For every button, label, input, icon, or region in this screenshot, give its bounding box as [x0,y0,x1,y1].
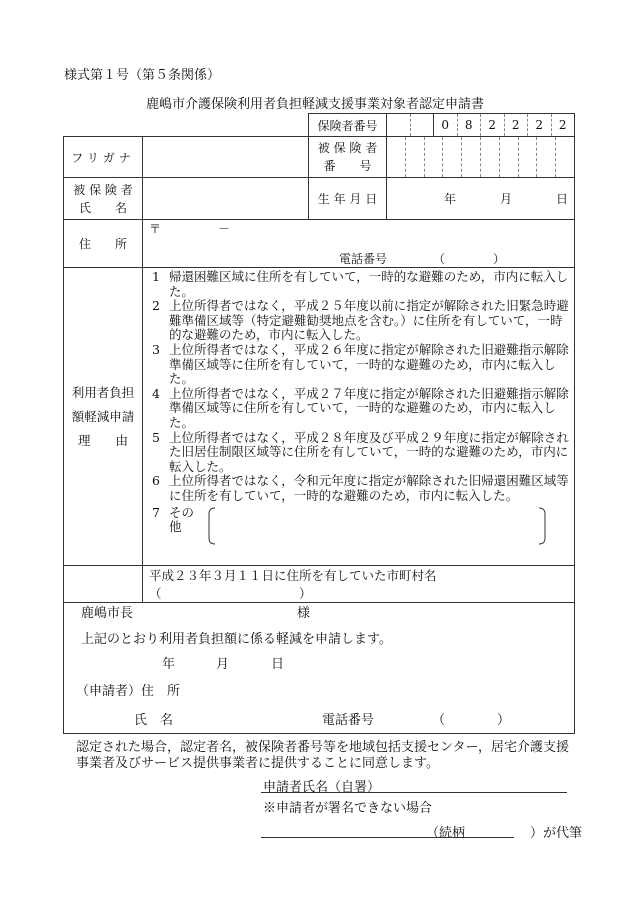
form-title: 鹿嶋市介護保険利用者負担軽減支援事業対象者認定申請書 [145,97,484,112]
applicant-phone-paren: （ ） [432,713,511,728]
address-field[interactable] [143,220,575,268]
postal-dash: － [218,222,231,236]
proxy-signature-line[interactable] [261,837,427,838]
proxy-relation: （続柄 ）が代筆 [426,826,583,841]
furigana-field[interactable] [143,137,309,178]
applicant-name-label: 氏 名 [134,713,174,728]
municipality-label: 平成２３年３月１１日に住所を有していた市町村名（ ） [149,568,437,601]
date-month: 月 [216,657,230,672]
reason-item-other[interactable]: 7 その他 [143,506,574,546]
date-year: 年 [162,657,176,672]
insured-name-label: 被 保 険 者 [73,182,133,197]
reason-item[interactable]: 1 帰還困難区域に住所を有していて，一時的な避難のため，市内に転入した。 [152,269,569,299]
addressee-suffix: 様 [297,606,311,621]
address-phone-paren: （ ） [433,252,506,266]
address-label: 住 所 [64,220,143,268]
insured-number-digits[interactable] [387,137,574,177]
applicant-phone-label: 電話番号 [322,713,375,728]
signature-label: 申請者氏名（自署） [263,780,381,795]
request-sentence: 上記のとおり利用者負担額に係る軽減を申請します。 [81,632,392,647]
signature-line[interactable] [261,792,567,793]
postal-mark: 〒 [149,222,162,236]
reason-list [143,270,574,546]
application-box [63,599,575,734]
insured-number-label: 被 保 険 者 [317,141,378,155]
birthdate-label: 生 年 月 日 [309,178,387,220]
reason-item[interactable]: 4 上位所得者ではなく，平成２７年度に指定が解除された旧避難指示解除準備区域等に住所を有していて，一時的な避難のため，市内に転入した。 [152,385,569,430]
consent-text: 認定された場合，認定者名，被保険者番号等を地域包括支援センター，居宅介護支援事業者及びサービス提供事業者に提供することに同意します。 [76,740,569,771]
proxy-relation-line[interactable] [426,837,514,838]
municipality-field[interactable] [143,566,575,603]
insurer-number-digits[interactable]: 0 8 2 2 2 2 [387,114,574,136]
furigana-label: フリガナ [64,137,143,178]
reason-item[interactable]: 5 上位所得者ではなく，平成２８年度及び平成２９年度に指定が解除された旧居住制限区域等に住所を有していて，一時的な避難のため，市内に転入した。 [152,429,569,474]
form-number: 様式第１号（第５条関係） [64,68,221,83]
reason-item[interactable]: 2 上位所得者ではなく，平成２５年度以前に指定が解除された旧緊急時避難準備区域等（特定避難勧奨地点を含む。）に住所を有していて，一時的な避難のため，市内に転入した。 [152,298,569,343]
insured-name-field[interactable] [143,178,309,220]
addressee: 鹿嶋市長 [81,606,134,621]
reason-item[interactable]: 3 上位所得者ではなく，平成２６年度に指定が解除された旧避難指示解除準備区域等に住所を有していて，一時的な避難のため，市内に転入した。 [152,341,569,387]
application-table: 保険者番号 0 8 2 2 2 2 フリガナ 被 保 険 者 番 号 被 保 険 者 氏 名 生 年 月 日 年 月 日 住 所 〒 － 電話番号 （ ） 利用者負担 額軽減申請 理 由 1 帰還困難区域に住所を有していて，一時的な避難のため，市内に転入した。 2 上位所得者ではなく，平成２５年度以前に指定が解除された旧緊急時避難準備区域等（特定避難勧奨地点を含む。）に住所を有していて，一時的な避難のため，市内に転入した。 3 上位所得者ではなく，平成２６年度に指定が解除された旧避難指示解除準備区域等に住所を有していて，一時的な避難のため，市内に転入した。 4 上位所得者ではなく，平成２７年度に指定が解除された旧避難指示解除準備区域等に住所を有していて，一時的な避難のため，市内に転入した。 5 上位所得者ではなく，平成２８年度及び平成２９年度に指定が解除された旧居住制限区域等に住所を有していて，一時的な避難のため，市内に転入した。 6 上位所得者ではなく，令和元年度に指定が解除された旧帰還困難区域等に住所を有していて，一時的な避難のため，市内に転入した。 7 その他 平成２３年３月１１日に住所を有していた市町村名（ ） [63,113,575,603]
address-phone-label: 電話番号 [339,252,388,266]
date-day: 日 [271,657,285,672]
applicant-address-label: （申請者）住 所 [76,684,181,699]
reason-item[interactable]: 6 上位所得者ではなく，令和元年度に指定が解除された旧帰還困難区域等に住所を有していて，一時的な避難のため，市内に転入した。 [152,473,569,503]
other-reason-bracket[interactable] [207,506,547,546]
reason-label: 利用者負担 [71,384,135,400]
insurer-number-label: 保険者番号 [309,114,387,137]
birthdate-field[interactable]: 年 月 日 [387,178,575,220]
proxy-note: ※申請者が署名できない場合 [263,801,433,816]
